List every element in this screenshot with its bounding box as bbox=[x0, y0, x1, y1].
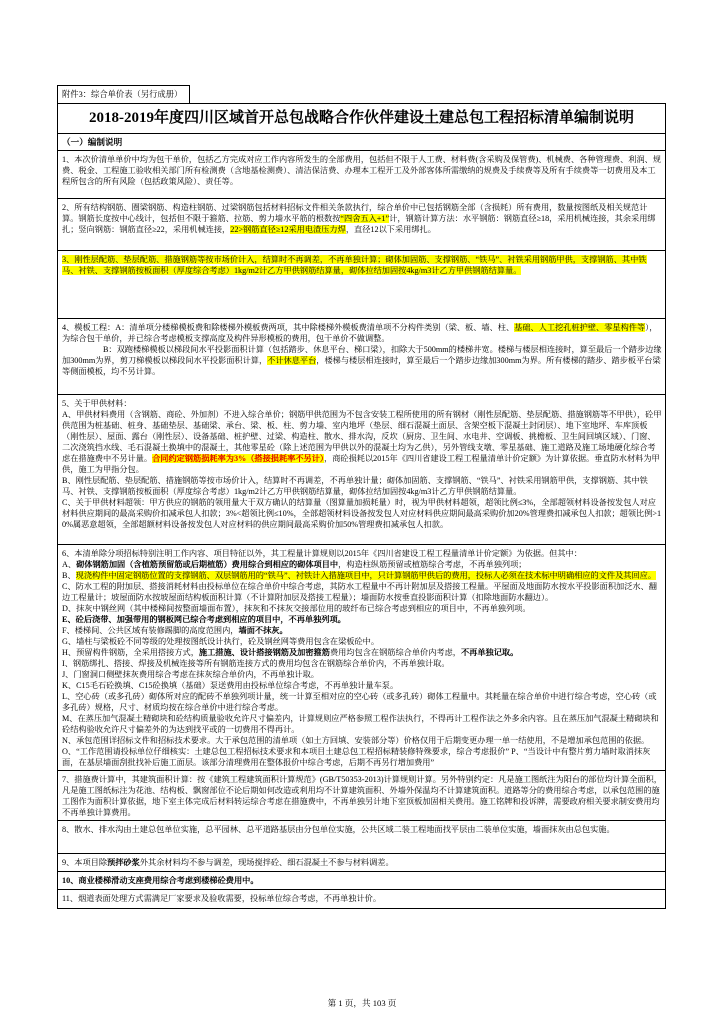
note-paragraph bbox=[62, 254, 662, 276]
note-text: 计，钢筋计算方法：水平钢筋：钢筋直径≥18，采用机械连接，其余采用绑扎；竖向钢筋：钢筋直径≥22，采用机械连接， bbox=[62, 214, 656, 234]
bold-text: 不再单独记取。 bbox=[460, 648, 519, 657]
note-paragraph bbox=[62, 154, 662, 187]
note-text: 外其余材料均不参与调差，现场搅拌砼、细石混凝土不参与材料调差。 bbox=[139, 858, 394, 867]
note-text: A、 bbox=[62, 560, 77, 569]
note-paragraph bbox=[62, 322, 662, 344]
note-paragraph bbox=[62, 409, 662, 475]
note-text: K、C15毛石砼换填、C15砼换填（基础）泵送费用由投标单位综合考虑，不再单独计量车泵。 bbox=[62, 681, 399, 690]
note-paragraph bbox=[62, 570, 662, 581]
note-paragraph bbox=[62, 893, 662, 904]
note-text: ，直径12以下采用绑扎。 bbox=[345, 225, 436, 234]
note-paragraph bbox=[62, 475, 662, 497]
note-text: D、抹灰中钢丝网（其中楼梯间按整面墙面布置），抹灰和不抹灰交接部位用的玻纤布已综合考虑到相应的项目中，不再单独列项。 bbox=[62, 604, 531, 613]
note-text: L、空心砖（或多孔砖）砌体所对应的配砖不单独列项计量，统一计算至相对应的空心砖（或多孔砖）砌体工程量中。其耗量在综合单价中进行综合考虑，空心砖（或多孔砖）规格，尺寸、材质均按在综合单价中进行综合考虑。 bbox=[62, 692, 657, 712]
note-paragraph bbox=[62, 857, 662, 868]
highlighted-text: 3、刚性层配筋、垫层配筋、措施钢筋等按市场价计入，结算时不再调差，不再单独计算；砌体加固筋、支撑钢筋、“铁马”、衬铁采用钢筋甲供，支撑钢筋、其中铁马、衬铁、支撑钢筋按板面积（厚度综合考虑）1kg/m2计乙方甲供钢筋结算量，砌体拉结加固按4kg/m3计乙方甲供钢筋结算量。 bbox=[62, 255, 647, 275]
document-title: 2018-2019年度四川区域首开总包战略合作伙伴建设土建总包工程招标清单编制说明 bbox=[58, 104, 665, 134]
section-heading: （一）编制说明 bbox=[58, 134, 665, 151]
note-item-2 bbox=[58, 199, 665, 251]
note-paragraph bbox=[62, 581, 662, 603]
note-text: 11、烟道表面处理方式需满足厂家要求及验收需要，投标单位综合考虑，不再单独计价。 bbox=[62, 894, 382, 903]
note-text: ），为综合包干单价，并已综合考虑模板支撑高度及构件异形模板的费用，包干单价不做调整。 bbox=[62, 323, 658, 343]
bold-text: 施工措施、设计搭接钢筋及加密箍筋 bbox=[198, 648, 330, 657]
note-paragraph bbox=[62, 691, 662, 713]
note-text: 7、措施费计算中，其建筑面积计算：按《建筑工程建筑面积计算规范》(GB/T50353-2013)计算规则计算。另外特别约定：凡是施工图纸注为阳台的部位均计算全面积，凡是施工图纸标注为花池、结构板、飘窗部位不论后期如何改造或利用均不计算建筑面积、外墙外保温均不计算建筑面积。道路等分的费用综合考虑，以承包范围的施工图作为面积计算依据，地下室主体完成后材料转运综合考虑在措施费中，不再单独另计地下室顶板加固相关费用。施工铭牌和投诉牌，需要政府相关要求制安费用均不再单独计算费用。 bbox=[62, 775, 662, 817]
note-text: ，楼梯与楼层相连接时，算至最后一个踏步边缘加300mm为界。所有楼梯的踏步、踏步板平台梁等侧面模板，均不另计算。 bbox=[62, 356, 661, 376]
note-text: M、在蒸压加气混凝土精砌块和砼结构质量验收允许尺寸偏差内，计算规则应严格参照工程作法执行，不得再计工程作法之外多余内容。且在蒸压加气混凝土精砌块和砼结构验收允许尺寸偏差外的为达到找平或的一切费用不得再计。 bbox=[62, 714, 659, 734]
note-paragraph bbox=[62, 824, 662, 835]
notes-body bbox=[58, 151, 665, 908]
note-text: H、预留构件钢筋，全采用搭接方式， bbox=[62, 648, 199, 657]
note-item-7 bbox=[58, 771, 665, 821]
note-text: 2、所有结构钢筋、圈梁钢筋、构造柱钢筋、过梁钢筋包括材料招标文件相关条款执行，综合单价中已包括钢筋全部（含损耗）所有费用，数量按图纸及相关规范计算。钢筋长度按中心线计，包括但不限于箍筋、拉筋、剪力墙水平筋的根数按 bbox=[62, 203, 648, 223]
note-paragraph bbox=[62, 202, 662, 235]
note-item-9 bbox=[58, 854, 665, 872]
note-item-6 bbox=[58, 545, 665, 771]
note-text: 费用均包含在钢筋综合单价内考虑， bbox=[329, 648, 461, 657]
note-paragraph bbox=[62, 647, 662, 658]
note-text: ，构造柱纵筋预留或植筋综合考虑，不再单独列项； bbox=[338, 560, 527, 569]
bold-text: 预拌砂浆 bbox=[107, 858, 140, 867]
note-text: C、关于甲供材料超领：甲方供应的钢筋的领用量大于双方确认的结算量（图算量加损耗量）时，视为甲供材料超领，超领比例≤3%，全部超领材料设备按发包人对应材料供应期间的最高采购价扣减承包人扣款；3%<超领比例≤10%，全部超领材料设备按发包人对应材料供应期间最高采购价加20%管理费扣减承包人扣款；超领比例>10%属恶意超领，全部超额材料设备按发包人对应材料的供应期间最高采购价加50%管理费扣减承包人扣款。 bbox=[62, 498, 662, 529]
note-text: N、承包范围详招标文件和招标技术要求。大于承包范围的清单项（如土方回填、安装部分等）价格仅用于后期变更办理一单一结使用，不是增加承包范围的依据。 O、“工作范围请投标单位仔细核实：土建总包工程招标技术要求和本项目土建总包工程招标精装修特殊要求，综合考虑报价” P、“当设计中有整片剪力墙时取消抹灰面，在基层墙面刮批找补后施工面层。该部分清理费用在整体报价中综合考虑，后期不再另行增加费用” bbox=[62, 736, 651, 767]
document-sheet bbox=[57, 85, 666, 909]
note-paragraph bbox=[62, 774, 662, 818]
note-text: G、墙柱与梁板砼不同等级的处理按图纸设计执行，砼及钢丝网等费用包含在梁板砼中。 bbox=[62, 637, 380, 646]
note-item-3 bbox=[58, 251, 665, 319]
note-item-10 bbox=[58, 872, 665, 890]
highlighted-text: 不计休息平台 bbox=[267, 356, 317, 365]
note-paragraph bbox=[62, 344, 662, 377]
note-paragraph bbox=[62, 625, 662, 636]
note-paragraph bbox=[62, 548, 662, 559]
page-footer: 第 1 页，共 103 页 bbox=[327, 998, 397, 1008]
highlighted-text: 合同约定钢筋损耗率为3%（搭接损耗率不另计） bbox=[152, 454, 325, 463]
note-paragraph bbox=[62, 658, 662, 669]
bold-text: E、砼后浇带、加强带用的钢板网已综合考虑到相应的项目中，不再单独列项。 bbox=[62, 615, 346, 624]
note-text: 6、本清单除分项招标特别注明工作内容、项目特征以外，其工程量计算规则以2015年《四川省建设工程工程量清单计价定额》为依据。但其中： bbox=[62, 549, 582, 558]
note-paragraph bbox=[62, 735, 662, 768]
note-text: 9、本项目除 bbox=[62, 858, 108, 867]
note-text: 4、模板工程：A：清单项分楼梯模板费和除楼梯外模板费两项，其中除楼梯外模板费清单项不分构件类别（梁、板、墙、柱、 bbox=[62, 323, 515, 332]
note-text: A、甲供材料费用（含钢筋、商砼、外加剂）不进入综合单价；钢筋甲供范围为不包含安装工程所使用的所有钢材（刚性层配筋、垫层配筋、措施钢筋等不甲供），砼甲供范围为桩基础、桩身、基础垫层、基础梁、承台、梁、板、柱、剪力墙、室内地坪（垫层、细石混凝土面层、含架空板下混凝土封闭层）、地下室地坪、车库顶板（刚性层）、屋面、露台（刚性层）、设备基础、桩护壁、过梁、构造柱、散水、排水沟，反坎（厨房、卫生间、水电井、空调板、挑檐板、卫生间回填区域）、门窗、二次浇筑挡水线、毛石混凝土换填中的混凝土，其他零星砼（除上述范围为甲供以外的混凝土均为乙供），另外管线支墩、零星基础、施工道路及施工场地硬化综合考虑在措施费中不另计量。 bbox=[62, 410, 662, 463]
note-paragraph bbox=[62, 559, 662, 570]
note-text: 1、本次价清单单价中均为包干单价，包括乙方完成对应工作内容所发生的全部费用，包括但不限于人工费、材料费(含采购及保管费)、机械费、各种管理费、利润、规费、税金、工程施工验收相关部门所有检测费（含地基检测费）、清洁保洁费、办理本工程开工及外部客体所需缴纳的规费及手续费等及所有手续费等一切费用及本工程所包含的所有风险（包括政策风险）、责任等。 bbox=[62, 155, 662, 186]
note-paragraph bbox=[62, 398, 662, 409]
highlighted-text: “四舍五入+1” bbox=[340, 214, 390, 223]
bold-text: 砌体钢筋加固（含植筋预留筋或后期植筋）费用综合到相应的砌体项目中 bbox=[76, 560, 339, 569]
note-item-4 bbox=[58, 319, 665, 395]
note-text: B、刚性层配筋、垫层配筋、措施钢筋等按市场价计入，结算时不再调差，不再单独计量；砌体加固筋、支撑钢筋、“铁马”、衬铁采用钢筋甲供，支撑钢筋、其中铁马、衬铁、支撑钢筋按板面积（厚度综合考虑）1kg/m2计乙方甲供钢筋结算量，砌体拉结加固按4kg/m3计乙方甲供钢筋结算量。 bbox=[62, 476, 648, 496]
highlighted-text: 22>钢筋直径≥12采用电渣压力焊 bbox=[230, 225, 346, 234]
bold-text: 墙面不抹灰。 bbox=[238, 626, 288, 635]
note-paragraph bbox=[62, 614, 662, 625]
note-paragraph bbox=[62, 669, 662, 680]
note-text: C、防水工程的附加层、搭接消耗材料由投标单位在综合单价中综合考虑，其防水工程量中不再计附加层及搭接工程量。平屋面及地面防水按水平投影面积加泛水、翻边工程量计；坡屋面防水按坡屋面结构板面积计算（不计算附加层及搭接工程量）；墙面防水按垂直投影面积计算（扣除地面防水翻边）。 bbox=[62, 582, 657, 602]
note-text: 5、关于甲供材料： bbox=[62, 399, 132, 408]
note-paragraph bbox=[62, 603, 662, 614]
highlighted-text: 基础、人工挖孔桩护壁、零星构件等 bbox=[514, 323, 646, 332]
note-text: B、 bbox=[62, 571, 76, 580]
note-text: F、楼梯间、公共区域有装修踢脚的高度范围内， bbox=[62, 626, 239, 635]
attachment-label: 附件3：综合单价表（另行成册） bbox=[57, 85, 190, 103]
note-item-11 bbox=[58, 890, 665, 908]
note-paragraph bbox=[62, 713, 662, 735]
note-paragraph bbox=[62, 497, 662, 530]
note-paragraph bbox=[62, 680, 662, 691]
note-item-8 bbox=[58, 821, 665, 854]
note-paragraph bbox=[62, 636, 662, 647]
note-paragraph bbox=[62, 875, 662, 886]
highlighted-text: 现浇构件中固定钢筋位置的支撑钢筋、双层钢筋用的“铁马”、衬铁计入措施项目中，只计算钢筋甲供后的费用，投标人必须在技术标中明确相应的文件及其回应。 bbox=[75, 571, 657, 580]
note-text: J、门窗洞口侧壁抹灰费用综合考虑在抹灰综合单价内，不再单独计取。 bbox=[62, 670, 319, 679]
notes-table bbox=[57, 103, 666, 909]
bold-text: 10、商业楼梯滑动支座费用综合考虑到楼梯砼费用中。 bbox=[62, 876, 259, 885]
note-item-1 bbox=[58, 151, 665, 199]
note-text: ，商砼损耗以2015年《四川省建设工程工程量清单计价定额》为计算依据。垂直防水材料为甲供，施工为甲指分包。 bbox=[62, 454, 660, 474]
note-text: 8、散水、排水沟由土建总包单位实施，总平园林、总平道路基层由分包单位实施，公共区域二装工程地面找平层由二装单位实施，墙面抹灰由总包实施。 bbox=[62, 825, 615, 834]
note-text: B：双跑楼梯模板以梯段间水平投影面积计算（包括踏步、休息平台、梯口梁），扣除大于500mm的楼梯井宽。楼梯与楼层相连接时，算至最后一个踏步边缘加300mm为界，剪刀梯模板以梯段间水平投影面积计算， bbox=[62, 345, 662, 365]
note-item-5 bbox=[58, 395, 665, 545]
note-text: I、钢筋绑扎、搭接、焊接及机械连接等所有钢筋连接方式的费用均包含在钢筋综合单价内，不再单独计取。 bbox=[62, 659, 450, 668]
